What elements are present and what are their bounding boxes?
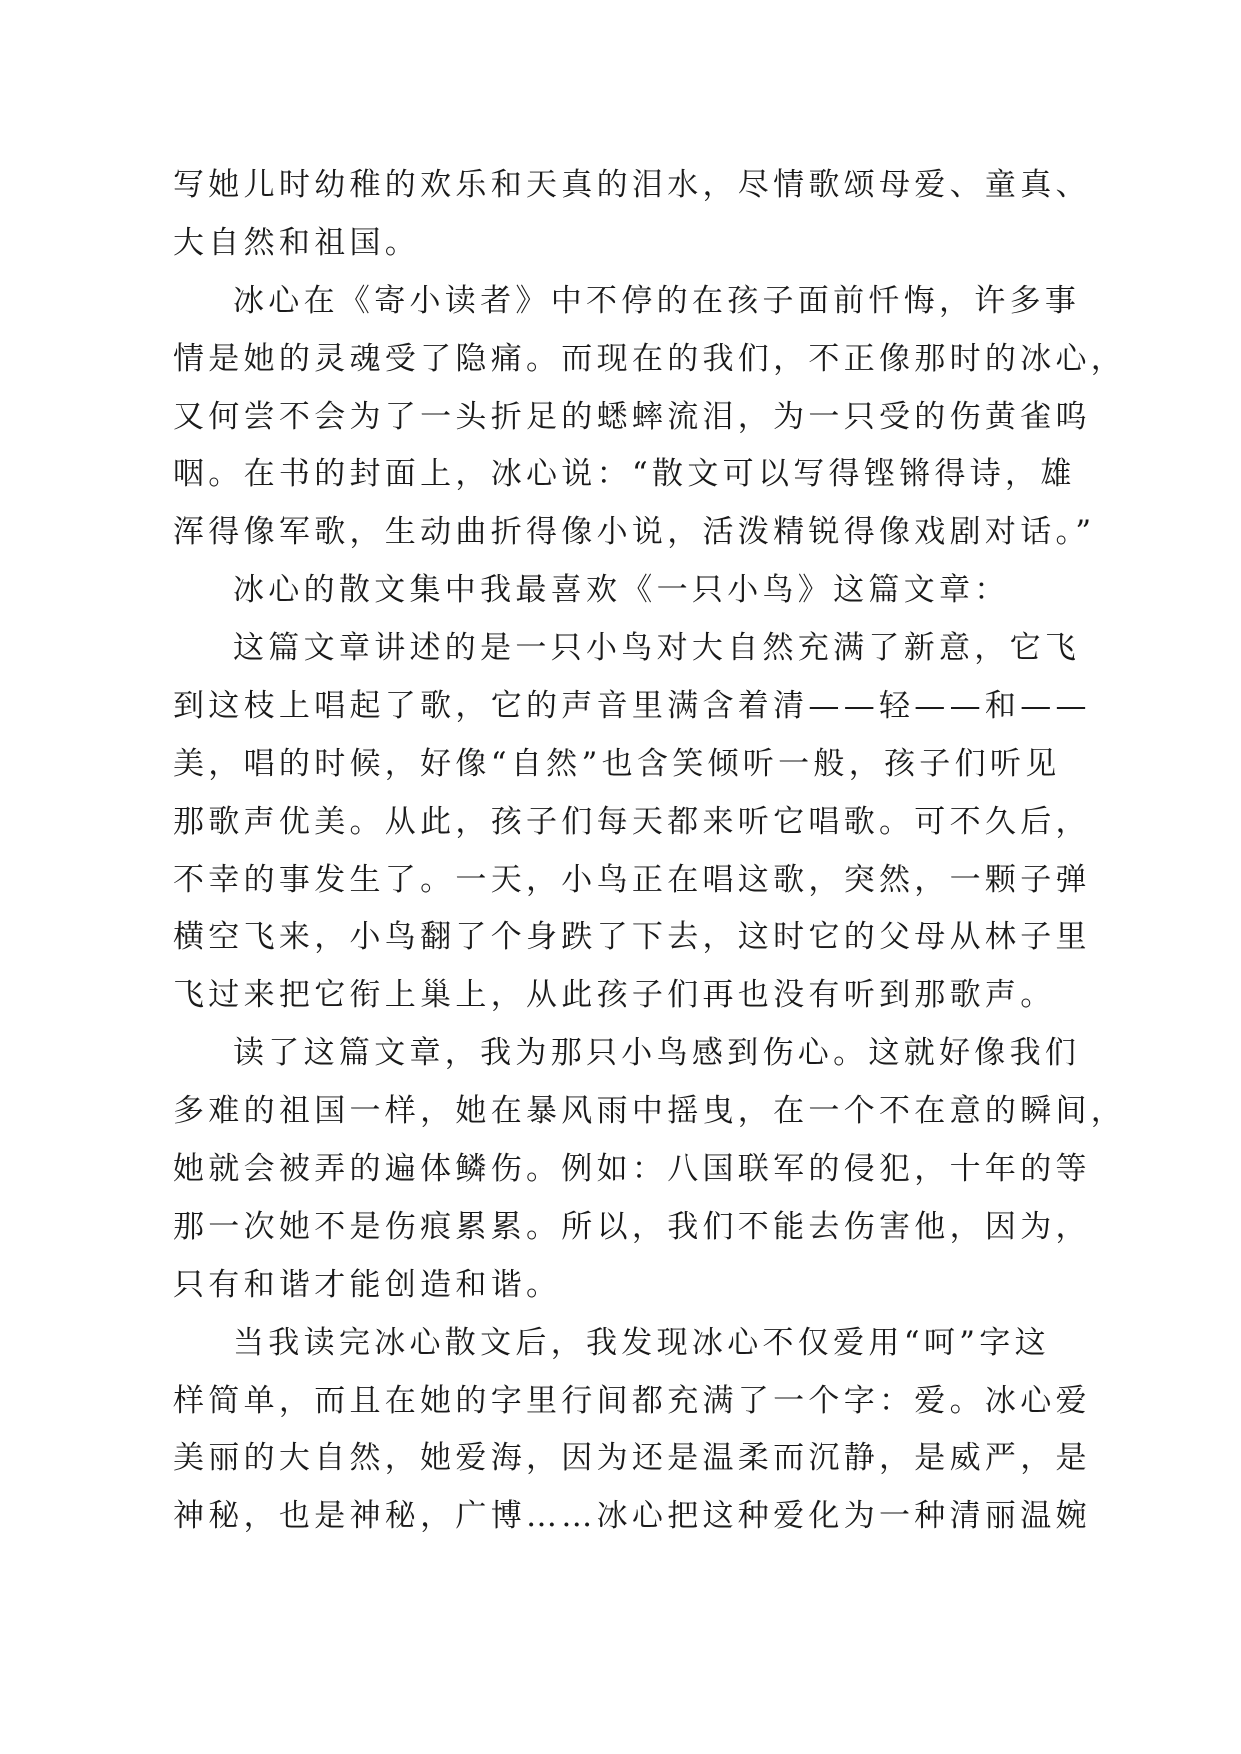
text-line: 那歌声优美。从此，孩子们每天都来听它唱歌。可不久后，: [173, 804, 1091, 840]
text-line: 咽。在书的封面上，冰心说：“散文可以写得铿锵得诗，雄: [173, 456, 1076, 492]
text-line: 冰心在《寄小读者》中不停的在孩子面前忏悔，许多事: [233, 283, 1081, 319]
text-line: 那一次她不是伤痕累累。所以，我们不能去伤害他，因为，: [173, 1209, 1091, 1245]
text-line: 情是她的灵魂受了隐痛。而现在的我们，不正像那时的冰心，: [173, 341, 1127, 377]
text-line: 飞过来把它衔上巢上，从此孩子们再也没有听到那歌声。: [173, 977, 1056, 1013]
text-line: 不幸的事发生了。一天，小鸟正在唱这歌，突然，一颗子弹: [173, 862, 1091, 898]
text-line: 样简单，而且在她的字里行间都充满了一个字：爱。冰心爱: [173, 1383, 1091, 1419]
text-line: 多难的祖国一样，她在暴风雨中摇曳，在一个不在意的瞬间，: [173, 1093, 1127, 1129]
text-line: 大自然和祖国。: [173, 225, 421, 261]
text-line: 读了这篇文章，我为那只小鸟感到伤心。这就好像我们: [233, 1035, 1081, 1071]
text-line: 浑得像军歌，生动曲折得像小说，活泼精锐得像戏剧对话。”: [173, 514, 1096, 550]
text-line: 又何尝不会为了一头折足的蟋蟀流泪，为一只受的伤黄雀呜: [173, 399, 1091, 435]
text-line: 当我读完冰心散文后，我发现冰心不仅爱用“呵”字这: [233, 1325, 1050, 1361]
text-line: 冰心的散文集中我最喜欢《一只小鸟》这篇文章：: [233, 572, 1010, 608]
text-line: 只有和谐才能创造和谐。: [173, 1267, 562, 1303]
text-line: 到这枝上唱起了歌，它的声音里满含着清——轻——和——: [173, 688, 1091, 724]
text-line: 写她儿时幼稚的欢乐和天真的泪水，尽情歌颂母爱、童真、: [173, 167, 1091, 203]
text-line: 横空飞来，小鸟翻了个身跌了下去，这时它的父母从林子里: [173, 919, 1091, 955]
text-line: 这篇文章讲述的是一只小鸟对大自然充满了新意，它飞: [233, 630, 1081, 666]
text-line: 她就会被弄的遍体鳞伤。例如：八国联军的侵犯，十年的等: [173, 1151, 1091, 1187]
text-line: 美，唱的时候，好像“自然”也含笑倾听一般，孩子们听见: [173, 746, 1061, 782]
text-line: 美丽的大自然，她爱海，因为还是温柔而沉静，是威严，是: [173, 1440, 1091, 1476]
text-line: 神秘，也是神秘，广博……冰心把这种爱化为一种清丽温婉: [173, 1498, 1091, 1534]
